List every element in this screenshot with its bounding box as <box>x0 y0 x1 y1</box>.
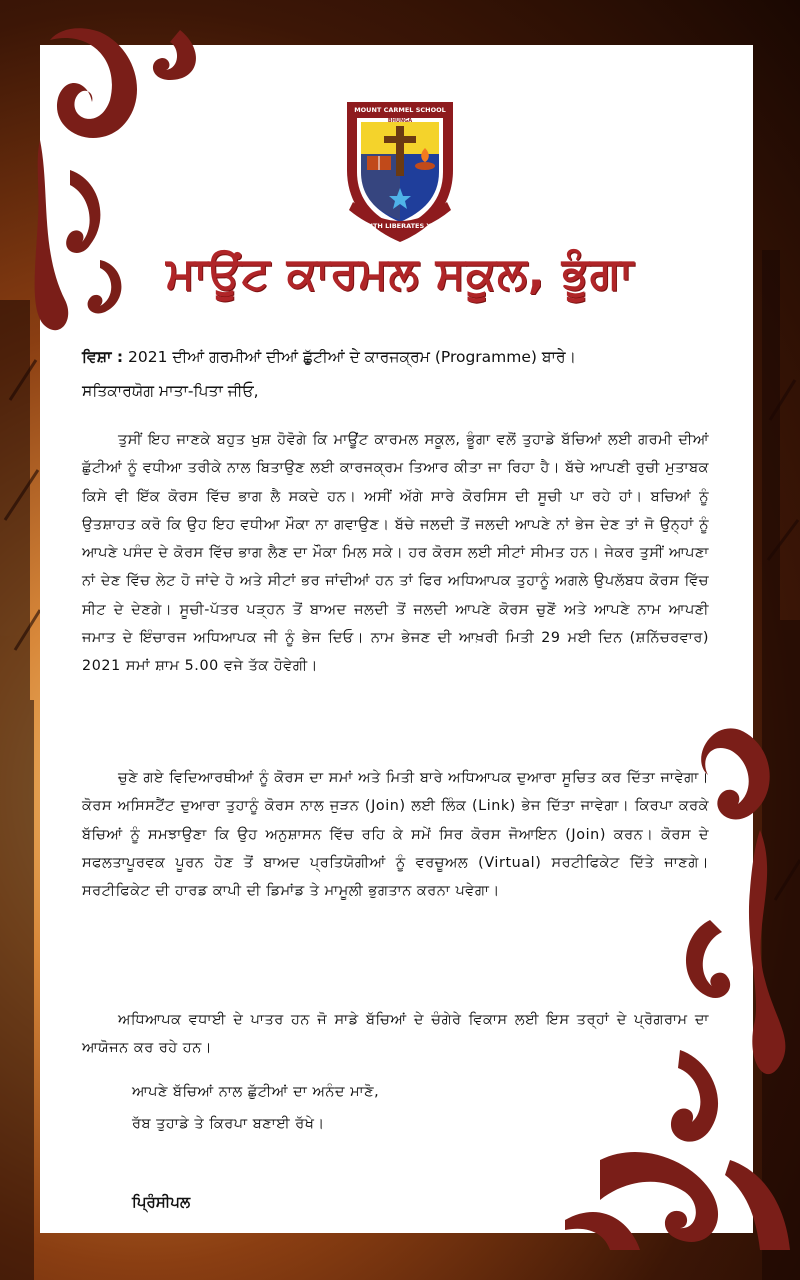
crest-place-text: BHUNGA <box>387 118 413 124</box>
subject-label: ਵਿਸ਼ਾ : <box>82 348 124 366</box>
book-icon <box>367 156 391 170</box>
subject-text: 2021 ਦੀਆਂ ਗਰਮੀਆਂ ਦੀਆਂ ਛੁੱਟੀਆਂ ਦੇ ਕਾਰਜਕ੍ਰਮ (Programme) ਬਾਰੇ। <box>127 348 577 366</box>
closing-line-1: ਆਪਣੇ ਬੱਚਿਆਂ ਨਾਲ ਛੁੱਟੀਆਂ ਦਾ ਅਨੰਦ ਮਾਣੋ, <box>132 1084 380 1100</box>
scroll-ornament-icon <box>30 20 230 350</box>
school-crest-icon <box>339 92 461 244</box>
salutation: ਸਤਿਕਾਰਯੋਗ ਮਾਤਾ-ਪਿਤਾ ਜੀਓ, <box>82 382 259 400</box>
crest-arc-text: MOUNT CARMEL SCHOOL <box>354 106 446 114</box>
paragraph-2: ਚੁਣੇ ਗਏ ਵਿਦਿਆਰਥੀਆਂ ਨੂੰ ਕੋਰਸ ਦਾ ਸਮਾਂ ਅਤੇ ਮਿਤੀ ਬਾਰੇ ਅਧਿਆਪਕ ਦੁਆਰਾ ਸੂਚਿਤ ਕਰ ਦਿੱਤਾ ਜਾਵੇਗਾ। ਕੋਰਸ ਅਸਿਸਟੈਂਟ ਦੁਆਰਾ ਤੁਹਾਨੂੰ ਕੋਰਸ ਨਾਲ ਜੁੜਨ (Join) ਲਈ ਲਿੰਕ (Link) ਭੇਜ ਦਿੱਤਾ ਜਾਵੇਗਾ। ਕਿਰਪਾ ਕਰਕੇ ਬੱਚਿਆਂ ਨੂੰ ਸਮਝਾਉਣਾ ਕਿ ਉਹ ਅਨੁਸ਼ਾਸਨ ਵਿੱਚ ਰਹਿ ਕੇ ਸਮੇਂ ਸਿਰ ਕੋਰਸ ਜੋਆਇਨ (Join) ਕਰਨ। ਕੋਰਸ ਦੇ ਸਫਲਤਾਪੂਰਵਕ ਪੂਰਨ ਹੋਣ ਤੋਂ ਬਾਅਦ ਪ੍ਰਤਿਯੋਗੀਆਂ ਨੂੰ ਵਰਚੂਅਲ (Virtual) ਸਰਟੀਫਿਕੇਟ ਦਿੱਤੇ ਜਾਣਗੇ। ਸਰਟੀਫਿਕੇਟ ਦੀ ਹਾਰਡ ਕਾਪੀ ਦੀ ਡਿਮਾਂਡ ਤੇ ਮਾਮੂਲੀ ਭੁਗਤਾਨ ਕਰਨਾ ਪਵੇਗਾ। <box>82 770 709 900</box>
crest-motto: TRUTH LIBERATES YOU <box>358 222 442 230</box>
closing-line-2: ਰੱਬ ਤੁਹਾਡੇ ਤੇ ਕਿਰਪਾ ਬਣਾਈ ਰੱਖੇ। <box>132 1116 325 1132</box>
school-title: ਮਾਊਂਟ ਕਾਰਮਲ ਸਕੂਲ, ਭੂੰਗਾ <box>165 248 635 299</box>
paragraph-1: ਤੁਸੀਂ ਇਹ ਜਾਣਕੇ ਬਹੁਤ ਖੁਸ਼ ਹੋਵੋਗੇ ਕਿ ਮਾਊਂਟ ਕਾਰਮਲ ਸਕੂਲ, ਭੂੰਗਾ ਵਲੋਂ ਤੁਹਾਡੇ ਬੱਚਿਆਂ ਲਈ ਗਰਮੀ ਦੀਆਂ ਛੁੱਟੀਆਂ ਨੂੰ ਵਧੀਆ ਤਰੀਕੇ ਨਾਲ ਬਿਤਾਉਣ ਲਈ ਕਾਰਜਕ੍ਰਮ ਤਿਆਰ ਕੀਤਾ ਜਾ ਰਿਹਾ ਹੈ। ਬੱਚੇ ਆਪਣੀ ਰੁਚੀ ਮੁਤਾਬਕ ਕਿਸੇ ਵੀ ਇੱਕ ਕੋਰਸ ਵਿੱਚ ਭਾਗ ਲੈ ਸਕਦੇ ਹਨ। ਅਸੀਂ ਅੱਗੇ ਸਾਰੇ ਕੋਰਸਿਸ ਦੀ ਸੂਚੀ ਪਾ ਰਹੇ ਹਾਂ। ਬਚਿਆਂ ਨੂੰ ਉਤਸ਼ਾਹਤ ਕਰੋ ਕਿ ਉਹ ਇਹ ਵਧੀਆ ਮੌਕਾ ਨਾ ਗਵਾਉਣ। ਬੱਚੇ ਜਲਦੀ ਤੋਂ ਜਲਦੀ ਆਪਣੇ ਨਾਂ ਭੇਜ ਦੇਣ ਤਾਂ ਜੋ ਉਨ੍ਹਾਂ ਨੂੰ ਆਪਣੇ ਪਸੰਦ ਦੇ ਕੋਰਸ ਵਿੱਚ ਭਾਗ ਲੈਣ ਦਾ ਮੌਕਾ ਮਿਲ ਸਕੇ। ਹਰ ਕੋਰਸ ਲਈ ਸੀਟਾਂ ਸੀਮਤ ਹਨ। ਜੇਕਰ ਤੁਸੀਂ ਆਪਣਾ ਨਾਂ ਦੇਣ ਵਿੱਚ ਲੇਟ ਹੋ ਜਾਂਦੇ ਹੋ ਅਤੇ ਸੀਟਾਂ ਭਰ ਜਾਂਦੀਆਂ ਹਨ ਤਾਂ ਫਿਰ ਅਧਿਆਪਕ ਤੁਹਾਨੂੰ ਅਗਲੇ ਉਪਲੱਬਧ ਕੋਰਸ ਵਿੱਚ ਸੀਟ ਦੇ ਦੇਣਗੇ। ਸੂਚੀ-ਪੱਤਰ ਪੜ੍ਹਨ ਤੋਂ ਬਾਅਦ ਜਲਦੀ ਤੋਂ ਜਲਦੀ ਆਪਣੇ ਕੋਰਸ ਚੁਣੋਂ ਅਤੇ ਆਪਣੇ ਨਾਮ ਆਪਣੀ ਜਮਾਤ ਦੇ ਇੰਚਾਰਜ ਅਧਿਆਪਕ ਜੀ ਨੂੰ ਭੇਜ ਦਿਓ। ਨਾਮ ਭੇਜਣ ਦੀ ਆਖ਼ਰੀ ਮਿਤੀ 29 ਮਈ ਦਿਨ (ਸ਼ਨਿੱਚਰਵਾਰ) 2021 ਸਮਾਂ ਸ਼ਾਮ 5.00 ਵਜੇ ਤੱਕ ਹੋਵੇਗੀ। <box>82 432 709 675</box>
subject-line <box>82 348 576 367</box>
signature: ਪ੍ਰਿੰਸੀਪਲ <box>132 1193 191 1211</box>
paragraph-3: ਅਧਿਆਪਕ ਵਧਾਈ ਦੇ ਪਾਤਰ ਹਨ ਜੋ ਸਾਡੇ ਬੱਚਿਆਂ ਦੇ ਚੰਗੇਰੇ ਵਿਕਾਸ ਲਈ ਇਸ ਤਰ੍ਹਾਂ ਦੇ ਪ੍ਰੋਗਰਾਮ ਦਾ ਆਯੋਜਨ ਕਰ ਰਹੇ ਹਨ। <box>82 1012 709 1057</box>
